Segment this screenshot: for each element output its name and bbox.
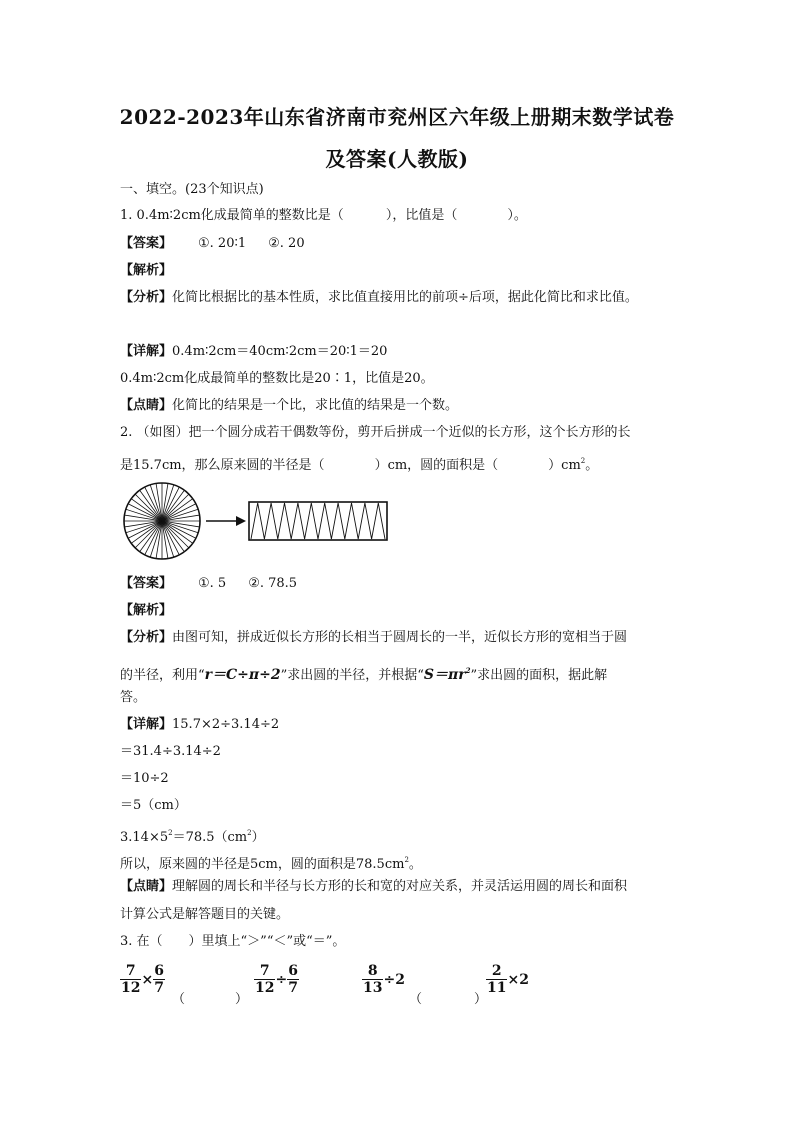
q2-stem-line1: 2. （如图）把一个圆分成若干偶数等份，剪开后拼成一个近似的长方形，这个长方形的长 (120, 425, 631, 440)
q2-xiangjie (120, 716, 279, 734)
fraction: $\frac{2}{11}$ (487, 963, 507, 996)
sector-line (140, 490, 162, 521)
q2-step-4: ＝5（cm） (120, 798, 187, 813)
q1-stem-c: ）。 (507, 208, 527, 223)
q1-xiangjie-text: 0.4m∶2cm＝40cm∶2cm＝20∶1＝20 (172, 344, 388, 359)
q2-step-1: 15.7×2÷3.14÷2 (172, 717, 280, 732)
q1-fenxi-label: 【分析】 (120, 290, 173, 305)
q2-stem-line2 (120, 452, 598, 475)
q3-expression-1: $\frac{7}{12}$ × $\frac{6}{7}$ (121, 963, 164, 996)
q2-xiangjie-label: 【详解】 (120, 717, 173, 732)
q3-expression-4: $\frac{2}{11}$ ×2 (487, 963, 529, 996)
q2-answer-label: 【答案】 (120, 576, 173, 591)
approx-rectangle (249, 502, 387, 540)
q2-stem-l2-d: 。 (585, 458, 599, 473)
sector-line (131, 521, 162, 543)
formula-area: $S=\pi r^2$ (423, 666, 471, 683)
formula-radius: r＝C÷π÷2 (204, 667, 281, 683)
q3-blank-1[interactable]: （ ） (172, 992, 249, 1007)
q2-fenxi-1 (120, 629, 627, 647)
q1-dianjing (120, 397, 458, 415)
q3-stem: 3. 在（ ）里填上“＞”“＜”或“＝”。 (120, 934, 346, 949)
q2-fenxi-2 (120, 662, 607, 685)
q1-answer-2: ②. 20 (268, 236, 305, 251)
q2-dianjing-1 (120, 878, 627, 896)
q2-dianjing-label: 【点睛】 (120, 879, 173, 894)
q2-fenxi-text-2b: ”求出圆的半径，并根据“ (280, 668, 424, 683)
q2-answer-2: ②. 78.5 (248, 576, 298, 591)
q2-fenxi-text-2c: ”求出圆的面积，据此解 (470, 668, 608, 683)
sector-line (162, 521, 193, 543)
q1-conclusion: 0.4m∶2cm化成最简单的整数比是20∶1，比值是20。 (120, 371, 434, 386)
fraction: $\frac{8}{13}$ (363, 963, 383, 996)
q1-stem (120, 207, 527, 225)
q2-stem-l2-a: 是15.7cm，那么原来圆的半径是（ (120, 458, 325, 473)
circle-to-rectangle-figure (120, 480, 400, 560)
q2-answer (120, 575, 297, 593)
q2-stem-l2-b: ）cm，圆的面积是（ (374, 458, 499, 473)
q2-dianjing-text-1: 理解圆的周长和半径与长方形的长和宽的对应关系，并灵活运用圆的周长和面积 (172, 879, 628, 894)
sector-line (162, 521, 184, 552)
q1-xiangjie (120, 343, 387, 361)
fraction: $\frac{7}{12}$ (121, 963, 141, 996)
q2-fenxi-text-2a: 的半径，利用“ (120, 668, 205, 683)
fraction: $\frac{6}{7}$ (288, 963, 298, 996)
q2-fenxi-text-1: 由图可知，拼成近似长方形的长相当于圆周长的一半，近似长方形的宽相当于圆 (172, 630, 628, 645)
q2-fenxi-label: 【分析】 (120, 630, 173, 645)
q1-dianjing-text: 化简比的结果是一个比，求比值的结果是一个数。 (172, 398, 459, 413)
q1-fenxi (120, 289, 638, 307)
q1-answer-label: 【答案】 (120, 236, 173, 251)
sector-line (140, 521, 162, 552)
section-heading: 一、填空。(23个知识点) (120, 182, 264, 197)
q1-fenxi-text: 化简比根据比的基本性质，求比值直接用比的前项÷后项，据此化简比和求比值。 (172, 290, 638, 305)
q2-step-5: $3.14\times 5^2=78.5(cm^2)$ (120, 829, 265, 845)
sector-line (162, 499, 193, 521)
q2-step-2: ＝31.4÷3.14÷2 (120, 744, 221, 759)
q1-stem-a: 1. 0.4m∶2cm化成最简单的整数比是（ (120, 208, 344, 223)
q1-stem-b: ），比值是（ (385, 208, 458, 223)
q2-dianjing-2: 计算公式是解答题目的关键。 (120, 907, 290, 922)
q2-stem-l2-sup: 2 (580, 457, 586, 465)
q1-answer (120, 235, 305, 253)
fraction: $\frac{7}{12}$ (255, 963, 275, 996)
rectangle-zigzag (251, 503, 385, 539)
document-title-line2: 及答案(人教版) (325, 147, 469, 171)
q2-analysis-label: 【解析】 (120, 603, 173, 618)
q1-analysis-label: 【解析】 (120, 263, 173, 278)
q3-blank-3[interactable]: （ ） (409, 992, 488, 1007)
q2-fenxi-3: 答。 (120, 690, 147, 705)
q3-expression-3: $\frac{8}{13}$ ÷2 (363, 963, 405, 996)
q3-expression-2: $\frac{7}{12}$ ÷ $\frac{6}{7}$ (255, 963, 298, 996)
document-title-line1: 2022-2023年山东省济南市兖州区六年级上册期末数学试卷 (119, 105, 675, 129)
q1-xiangjie-label: 【详解】 (120, 344, 173, 359)
sector-line (162, 490, 184, 521)
q2-step-3: ＝10÷2 (120, 771, 169, 786)
sectored-circle (124, 483, 200, 559)
q1-dianjing-label: 【点睛】 (120, 398, 173, 413)
fraction: $\frac{6}{7}$ (154, 963, 164, 996)
arrow-head-icon (236, 516, 246, 526)
sector-line (131, 499, 162, 521)
q2-conclusion: 所以，原来圆的半径是5cm，圆的面积是$78.5cm^2$。 (120, 856, 422, 872)
q2-answer-1: ①. 5 (198, 576, 227, 591)
q2-stem-l2-c: ）cm (548, 458, 581, 473)
q1-answer-1: ①. 20∶1 (198, 236, 247, 251)
